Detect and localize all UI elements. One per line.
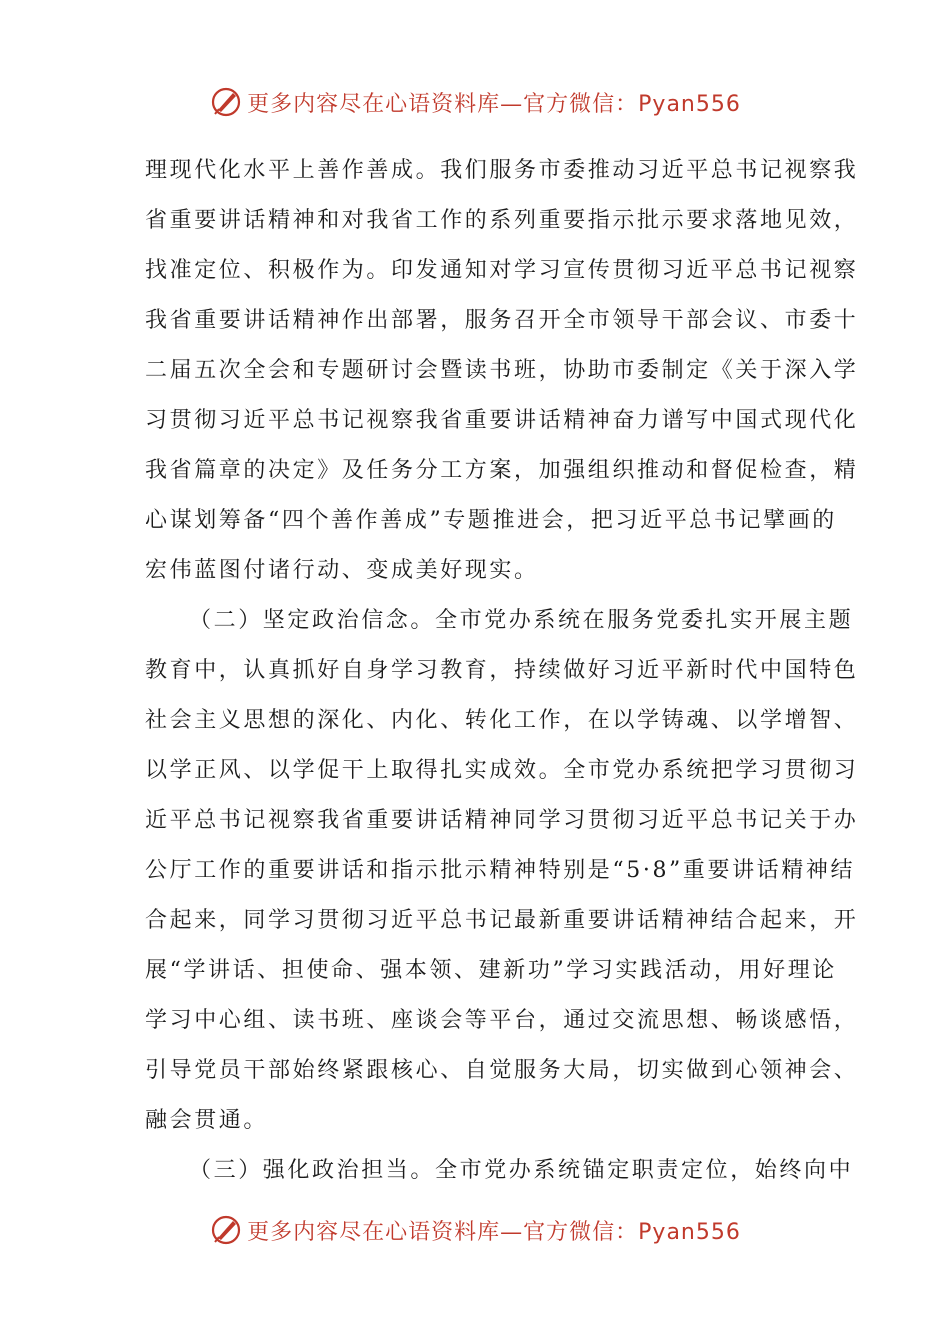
text-line: 二届五次全会和专题研讨会暨读书班，协助市委制定《关于深入学 <box>145 358 859 383</box>
text-line: 省重要讲话精神和对我省工作的系列重要指示批示要求落地见效， <box>145 208 859 233</box>
quill-logo-icon <box>209 1213 243 1247</box>
text-line: 找准定位、积极作为。印发通知对学习宣传贯彻习近平总书记视察 <box>145 258 859 283</box>
section-heading-line: （二）坚定政治信念。全市党办系统在服务党委扎实开展主题 <box>189 608 854 633</box>
text-line: 教育中，认真抓好自身学习教育，持续做好习近平新时代中国特色 <box>145 658 859 683</box>
header-banner <box>0 80 950 124</box>
text-line: 合起来，同学习贯彻习近平总书记最新重要讲话精神结合起来，开 <box>145 908 859 933</box>
text-line: 以学正风、以学促干上取得扎实成效。全市党办系统把学习贯彻习 <box>145 758 859 783</box>
document-body <box>145 146 859 1196</box>
header-banner-label: 更多内容尽在心语资料库—官方微信： <box>247 91 639 117</box>
section-heading-line: （三）强化政治担当。全市党办系统锚定职责定位，始终向中 <box>189 1158 854 1183</box>
text-line: 我省篇章的决定》及任务分工方案，加强组织推动和督促检查，精 <box>145 458 859 483</box>
footer-banner-text <box>247 1215 741 1246</box>
text-line: 我省重要讲话精神作出部署，服务召开全市领导干部会议、市委十 <box>145 308 859 333</box>
text-line: 展“学讲话、担使命、强本领、建新功”学习实践活动，用好理论 <box>145 958 837 983</box>
footer-banner-label: 更多内容尽在心语资料库—官方微信： <box>247 1219 639 1245</box>
text-line: 习贯彻习近平总书记视察我省重要讲话精神奋力谱写中国式现代化 <box>145 408 859 433</box>
text-line: 引导党员干部始终紧跟核心、自觉服务大局，切实做到心领神会、 <box>145 1058 859 1083</box>
footer-banner <box>0 1208 950 1252</box>
text-line: 社会主义思想的深化、内化、转化工作，在以学铸魂、以学增智、 <box>145 708 859 733</box>
quill-logo-icon <box>209 85 243 119</box>
header-banner-text <box>247 87 741 118</box>
text-line: 理现代化水平上善作善成。我们服务市委推动习近平总书记视察我 <box>145 158 859 183</box>
footer-wechat-handle: Pyan556 <box>638 1219 741 1245</box>
text-line: 宏伟蓝图付诸行动、变成美好现实。 <box>145 558 539 583</box>
text-line: 学习中心组、读书班、座谈会等平台，通过交流思想、畅谈感悟， <box>145 1008 859 1033</box>
text-line: 融会贯通。 <box>145 1108 269 1133</box>
header-wechat-handle: Pyan556 <box>638 91 741 117</box>
text-line: 公厅工作的重要讲话和指示批示精神特别是“5·8”重要讲话精神结 <box>145 858 856 883</box>
text-line: 近平总书记视察我省重要讲话精神同学习贯彻习近平总书记关于办 <box>145 808 859 833</box>
text-line: 心谋划筹备“四个善作善成”专题推进会，把习近平总书记擘画的 <box>145 508 837 533</box>
